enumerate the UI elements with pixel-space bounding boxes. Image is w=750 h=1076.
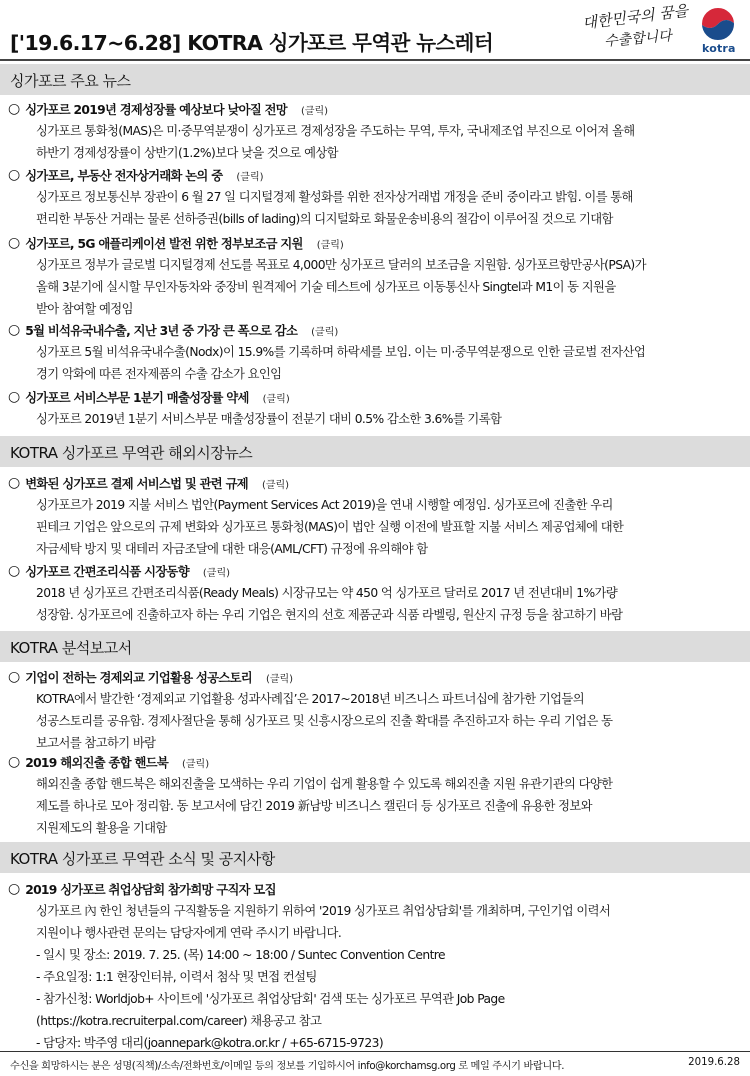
section-header-market-news	[0, 436, 750, 467]
slogan-line-2: 수출합니다	[603, 28, 673, 50]
news-item-title: 싱가포르 2019년 경제성장률 예상보다 낮아질 전망	[25, 103, 287, 117]
news-item-click-link[interactable]: (클릭)	[262, 393, 290, 405]
circle-bullet-icon: ○	[8, 669, 21, 685]
news-item-summary	[36, 408, 742, 430]
summary-line: 올해 3분기에 실시할 무인자동차와 중장비 원격제어 기술 테스트에 싱가포르 이동통신사 Singtel과 M1이 동 지원을	[36, 280, 616, 294]
news-item-heading	[8, 99, 328, 119]
summary-line: 지원이나 행사관련 문의는 담당자에게 연락 주시기 바랍니다.	[36, 926, 342, 940]
event-detail-application: - 참가신청: Worldjob+ 사이트에 '싱가포르 취업상담회' 검색 또는 싱가포르 무역관 Job Page	[36, 992, 505, 1006]
news-item-click-link[interactable]: (클릭)	[265, 673, 294, 685]
footer-divider	[0, 1051, 750, 1052]
news-item-title: 싱가포르 서비스부문 1분기 매출성장률 약세	[25, 391, 249, 405]
event-details	[36, 944, 742, 1054]
news-item-summary	[36, 254, 742, 320]
kotra-logo-text: kotra	[702, 42, 736, 55]
circle-bullet-icon: ○	[8, 101, 21, 117]
news-item-heading	[8, 473, 289, 493]
circle-bullet-icon: ○	[8, 475, 21, 491]
news-item-summary	[36, 186, 742, 230]
news-item-click-link[interactable]: (클릭)	[316, 239, 344, 251]
circle-bullet-icon: ○	[8, 322, 21, 338]
news-item-summary	[36, 494, 742, 560]
news-item-heading	[8, 233, 344, 253]
notice-item-heading	[8, 879, 276, 899]
kotra-emblem-icon	[690, 4, 746, 44]
news-item-summary	[36, 773, 742, 839]
news-item-summary	[36, 120, 742, 164]
event-detail-url: (https://kotra.recruiterpal.com/career) 채용공고 참고	[36, 1014, 322, 1028]
news-item-title: 싱가포르, 부동산 전자상거래화 논의 중	[25, 169, 223, 183]
summary-line: KOTRA에서 발간한 ‘경제외교 기업활용 성과사례집’은 2017~2018년 비즈니스 파트너십에 참가한 기업들의	[36, 692, 584, 706]
newsletter-title: ['19.6.17~6.28] KOTRA 싱가포르 무역관 뉴스레터	[10, 31, 494, 55]
news-item-title: 싱가포르, 5G 애플리케이션 발전 위한 정부보조금 지원	[25, 237, 303, 251]
event-detail-contact: - 담당자: 박주영 대리(joannepark@kotra.or.kr / +65-6715-9723)	[36, 1036, 384, 1050]
subscription-notice: 수신을 희망하시는 분은 성명(직책)/소속/전화번호/이메일 등의 정보를 기입하시어 info@korchamsg.org 로 메일 주시기 바랍니다.	[10, 1061, 565, 1072]
newsletter-header	[0, 0, 750, 62]
summary-line: 경기 악화에 따른 전자제품의 수출 감소가 요인임	[36, 367, 282, 381]
circle-bullet-icon: ○	[8, 389, 21, 405]
summary-line: 제도를 하나로 모아 정리함. 동 보고서에 담긴 2019 新남방 비즈니스 캘린더 등 싱가포르 진출에 유용한 정보와	[36, 799, 592, 813]
section-title: 싱가포르 주요 뉴스	[10, 72, 131, 90]
summary-line: 싱가포르가 2019 지불 서비스 법안(Payment Services Act 2019)을 연내 시행할 예정임. 싱가포르에 진출한 우리	[36, 498, 613, 512]
section-title: KOTRA 분석보고서	[10, 639, 132, 657]
circle-bullet-icon: ○	[8, 167, 21, 183]
event-detail-schedule: - 주요일정: 1:1 현장인터뷰, 이력서 첨삭 및 면접 컨설팅	[36, 970, 317, 984]
summary-line: 싱가포르 5월 비석유국내수출(Nodx)이 15.9%를 기록하며 하락세를 보임. 이는 미·중무역분쟁으로 인한 글로벌 전자산업	[36, 345, 646, 359]
section-header-main-news	[0, 64, 750, 95]
news-item-click-link[interactable]: (클릭)	[182, 758, 210, 770]
news-item-title: 5월 비석유국내수출, 지난 3년 중 가장 큰 폭으로 감소	[25, 324, 298, 338]
summary-line: 핀테크 기업은 앞으로의 규제 변화와 싱가포르 통화청(MAS)이 법안 실행 이전에 발표할 지불 서비스 제공업체에 대한	[36, 520, 624, 534]
event-detail-date-venue: - 일시 및 장소: 2019. 7. 25. (목) 14:00 ~ 18:00 / Suntec Convention Centre	[36, 948, 445, 962]
section-title: KOTRA 싱가포르 무역관 해외시장뉴스	[10, 444, 253, 462]
news-item-heading	[8, 667, 293, 687]
news-item-click-link[interactable]: (클릭)	[261, 479, 290, 491]
section-title: KOTRA 싱가포르 무역관 소식 및 공지사항	[10, 850, 275, 868]
news-item-title: 싱가포르 간편조리식품 시장동향	[25, 565, 189, 579]
circle-bullet-icon: ○	[8, 881, 21, 897]
news-item-heading	[8, 561, 230, 581]
summary-line: 편리한 부동산 거래는 물론 선하증권(bills of lading)의 디지털화로 화물운송비용의 절감이 이루어질 것으로 기대함	[36, 212, 613, 226]
summary-line: 싱가포르 정보통신부 장관이 6 월 27 일 디지털경제 활성화를 위한 전자상거래법 개정을 준비 중이라고 밝힘. 이를 통해	[36, 190, 633, 204]
news-item-click-link[interactable]: (클릭)	[202, 567, 231, 579]
news-item-heading	[8, 387, 290, 407]
slogan-line-1: 대한민국의 꿈을	[581, 1, 689, 33]
summary-line: 싱가포르 2019년 1분기 서비스부문 매출성장률이 전분기 대비 0.5% 감소한 3.6%를 기록함	[36, 412, 502, 426]
summary-line: 하반기 경제성장률이 상반기(1.2%)보다 낮을 것으로 예상함	[36, 146, 338, 160]
summary-line: 받아 참여할 예정임	[36, 302, 133, 316]
section-header-notices	[0, 842, 750, 873]
notice-item-title: 2019 싱가포르 취업상담회 참가희망 구직자 모집	[25, 883, 276, 897]
kotra-logo	[690, 4, 746, 56]
header-divider	[0, 59, 750, 61]
summary-line: 싱가포르 內 한인 청년들의 구직활동을 지원하기 위하여 '2019 싱가포르 취업상담회'를 개최하며, 구인기업 이력서	[36, 904, 611, 918]
circle-bullet-icon: ○	[8, 754, 21, 770]
news-item-summary	[36, 582, 742, 626]
summary-line: 해외진출 종합 핸드북은 해외진출을 모색하는 우리 기업이 쉽게 활용할 수 있도록 해외진출 지원 유관기관의 다양한	[36, 777, 613, 791]
summary-line: 자금세탁 방지 및 대테러 자금조달에 대한 대응(AML/CFT) 규정에 유의해야 함	[36, 542, 428, 556]
news-item-click-link[interactable]: (클릭)	[236, 171, 264, 183]
circle-bullet-icon: ○	[8, 235, 21, 251]
section-header-reports	[0, 631, 750, 662]
news-item-heading	[8, 320, 338, 340]
summary-line: 싱가포르 정부가 글로벌 디지털경제 선도를 목표로 4,000만 싱가포르 달러의 보조금을 지원함. 싱가포르항만공사(PSA)가	[36, 258, 646, 272]
summary-line: 성공스토리를 공유함. 경제사절단을 통해 싱가포르 및 신흥시장으로의 진출 확대를 추진하고자 하는 우리 기업은 동	[36, 714, 613, 728]
summary-line: 싱가포르 통화청(MAS)은 미·중무역분쟁이 싱가포르 경제성장을 주도하는 무역, 투자, 국내제조업 부진으로 이어져 올해	[36, 124, 635, 138]
news-item-click-link[interactable]: (클릭)	[311, 326, 339, 338]
circle-bullet-icon: ○	[8, 563, 21, 579]
news-item-title: 변화된 싱가포르 결제 서비스법 및 관련 규제	[25, 477, 248, 491]
slogan	[581, 1, 689, 52]
news-item-summary	[36, 341, 742, 385]
notice-item-summary	[36, 900, 742, 944]
footer	[0, 1054, 750, 1076]
summary-line: 보고서를 참고하기 바람	[36, 736, 156, 750]
news-item-summary	[36, 688, 742, 754]
news-item-title: 기업이 전하는 경제외교 기업활용 성공스토리	[25, 671, 252, 685]
summary-line: 성장함. 싱가포르에 진출하고자 하는 우리 기업은 현지의 선호 제품군과 식품 라벨링, 원산지 규정 등을 참고하기 바람	[36, 608, 623, 622]
news-item-heading	[8, 752, 209, 772]
news-item-click-link[interactable]: (클릭)	[300, 105, 329, 117]
news-item-title: 2019 해외진출 종합 핸드북	[25, 756, 168, 770]
summary-line: 2018 년 싱가포르 간편조리식품(Ready Meals) 시장규모는 약 450 억 싱가포르 달러로 2017 년 전년대비 1%가량	[36, 586, 618, 600]
summary-line: 지원제도의 활용을 기대함	[36, 821, 167, 835]
news-item-heading	[8, 165, 264, 185]
issue-date: 2019.6.28	[688, 1057, 740, 1068]
